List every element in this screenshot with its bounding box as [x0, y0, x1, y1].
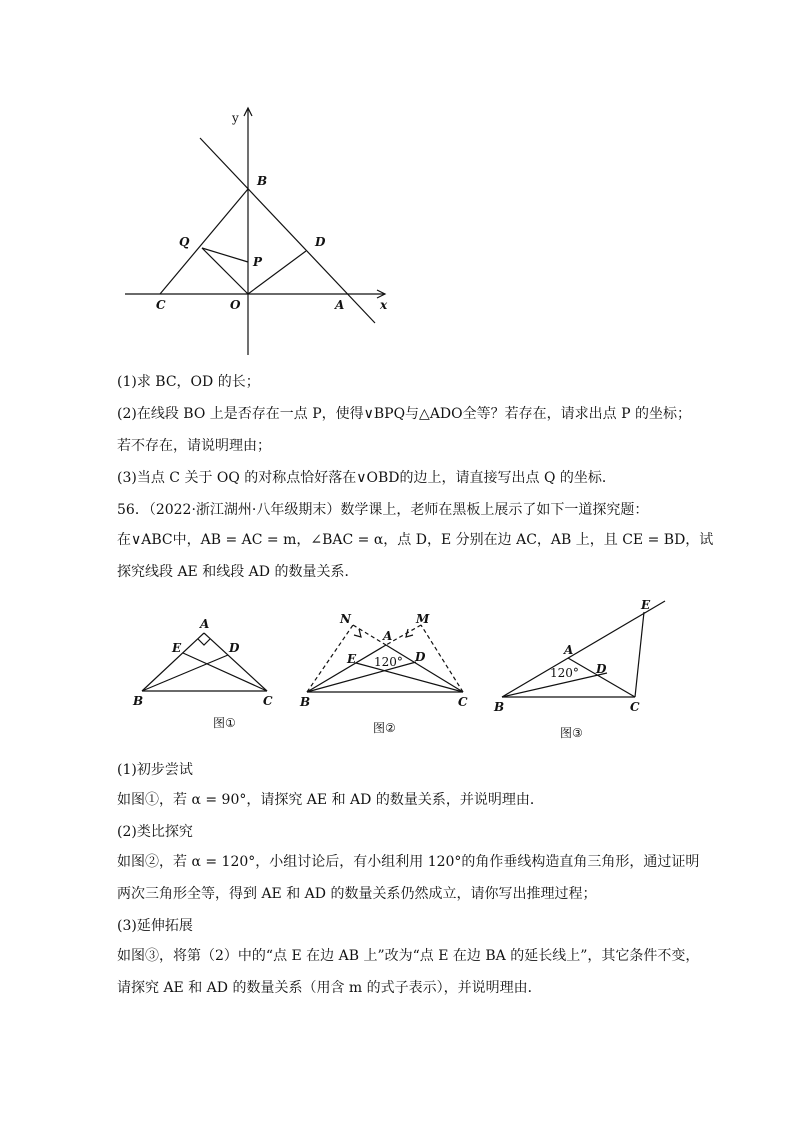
svg-text:B: B — [494, 700, 505, 714]
svg-text:E: E — [347, 652, 357, 666]
figure-1-caption: 图① — [213, 716, 236, 730]
svg-text:C: C — [458, 695, 468, 709]
q56-s3-title: (3)延伸拓展 — [117, 918, 193, 934]
svg-text:D: D — [415, 650, 426, 664]
label-y: y — [232, 111, 239, 125]
label-o: O — [230, 298, 241, 312]
q56-s3-text2: 请探究 AE 和 AD 的数量关系（用含 m 的式子表示），并说明理由． — [117, 980, 542, 996]
svg-text:D: D — [229, 641, 240, 655]
label-p: P — [253, 255, 263, 269]
coordinate-figure — [110, 100, 410, 365]
figure-3-caption: 图③ — [560, 726, 583, 740]
svg-text:A: A — [383, 629, 393, 643]
label-x: x — [380, 298, 388, 312]
svg-text:D: D — [596, 662, 607, 676]
svg-text:N: N — [340, 612, 351, 626]
label-a: A — [335, 298, 345, 312]
q56-s2-text1: 如图②，若 α = 120°，小组讨论后，有小组利用 120°的角作垂线构造直角三角形，通过证明 — [117, 854, 700, 870]
q55-part1: (1)求 BC，OD 的长； — [117, 374, 260, 390]
q56-stem2: 探究线段 AE 和线段 AD 的数量关系． — [117, 564, 359, 580]
segment-cb — [160, 189, 248, 294]
q56-s3-text1: 如图③，将第（2）中的“点 E 在边 AB 上”改为“点 E 在边 BA 的延长线上”，其它条件不变， — [117, 948, 700, 964]
q56-stem1: 在∨ABC中，AB = AC = m，∠BAC = α，点 D，E 分别在边 AC，AB 上，且 CE = BD，试 — [117, 532, 714, 548]
figure-2 — [299, 612, 468, 735]
figure-2-caption: 图② — [373, 721, 396, 735]
q55-part2a: (2)在线段 BO 上是否存在一点 P，使得∨BPQ与△ADO全等？若存在，请求出点 P 的坐标； — [117, 406, 691, 422]
figure-1 — [132, 617, 273, 730]
svg-text:M: M — [416, 612, 430, 626]
svg-text:A: A — [200, 617, 210, 631]
svg-text:E: E — [641, 598, 651, 612]
svg-text:B: B — [133, 694, 144, 708]
q56-s2-title: (2)类比探究 — [117, 824, 193, 840]
triangle-figures — [125, 595, 680, 745]
q56-header: 56．（2022·浙江湖州·八年级期末）数学课上，老师在黑板上展示了如下一道探究题： — [117, 502, 649, 518]
svg-text:E: E — [172, 641, 182, 655]
label-c: C — [156, 298, 166, 312]
svg-text:120°: 120° — [550, 666, 579, 680]
svg-text:C: C — [630, 700, 640, 714]
svg-text:120°: 120° — [374, 655, 403, 669]
svg-text:B: B — [300, 695, 311, 709]
label-q: Q — [179, 235, 190, 249]
q56-s1-title: (1)初步尝试 — [117, 762, 193, 778]
line-ab — [200, 138, 375, 323]
q55-part3: (3)当点 C 关于 OQ 的对称点恰好落在∨OBD的边上，请直接写出点 Q 的坐标． — [117, 470, 616, 486]
figure-3 — [493, 598, 665, 740]
svg-text:A: A — [564, 643, 574, 657]
svg-text:C: C — [263, 694, 273, 708]
q55-part2b: 若不存在，请说明理由； — [117, 438, 271, 454]
label-b: B — [257, 174, 268, 188]
q56-s1-text: 如图①，若 α = 90°，请探究 AE 和 AD 的数量关系，并说明理由． — [117, 792, 544, 808]
label-d: D — [315, 235, 326, 249]
q56-s2-text2: 两次三角形全等，得到 AE 和 AD 的数量关系仍然成立，请你写出推理过程； — [117, 886, 597, 902]
